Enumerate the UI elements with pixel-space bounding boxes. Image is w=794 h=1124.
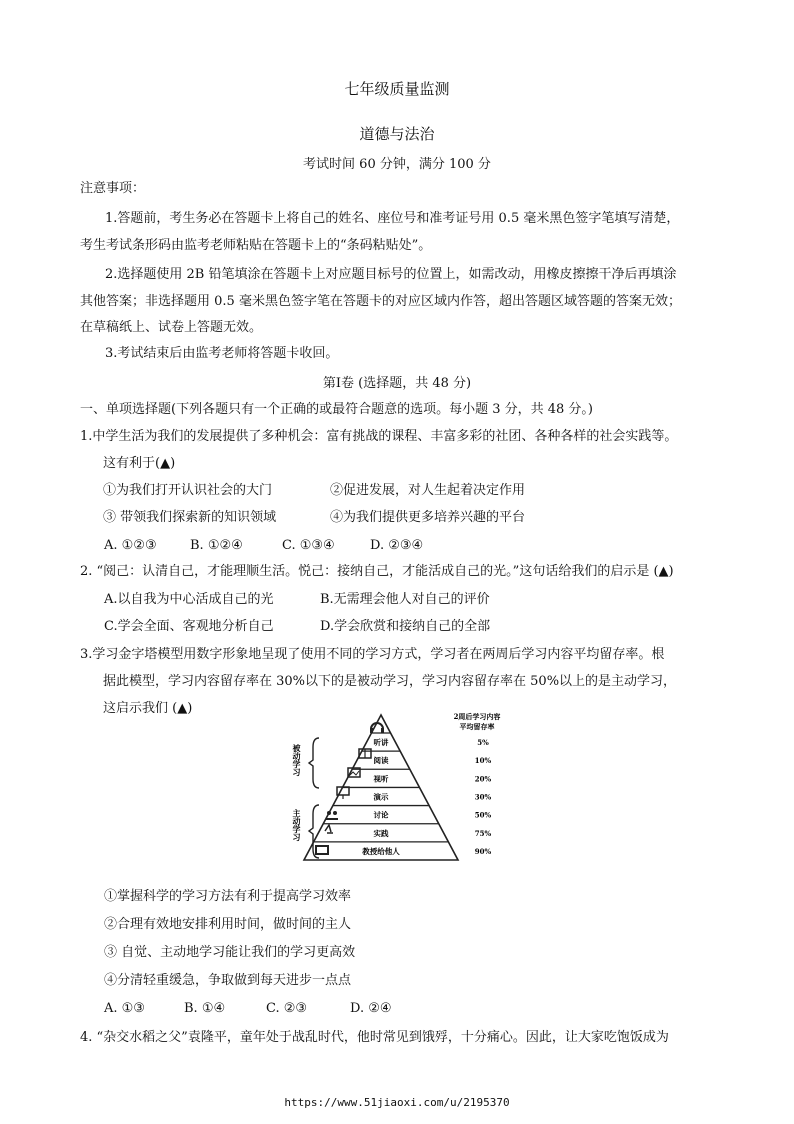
q1-statement-1: ①为我们打开认识社会的大门 <box>103 483 273 498</box>
q1-statement-4: ④为我们提供更多培养兴趣的平台 <box>330 510 526 525</box>
pyramid-tier-value: 30% <box>474 792 492 802</box>
group-label-active: 主动学习 <box>292 809 302 841</box>
pyramid-tier-label: 讨论 <box>373 810 389 820</box>
pyramid-tier-label: 教授给他人 <box>362 846 400 856</box>
q2-option-b: B.无需理会他人对自己的评价 <box>320 592 490 607</box>
q1-option-b: B. ①②④ <box>190 538 243 553</box>
teaching-icon <box>315 845 329 855</box>
q3-option-c: C. ②③ <box>266 1001 308 1016</box>
q3-option-a: A. ①③ <box>104 1001 145 1016</box>
q4-stem-line-1: 4. “杂交水稻之父”袁隆平，童年处于战乱时代，他时常见到饿殍，十分痛心。因此，让大家吃饱饭成为 <box>80 1030 669 1045</box>
exam-time-info: 考试时间 60 分钟，满分 100 分 <box>303 157 491 172</box>
notice-item-2-line-1: 2.选择题使用 2B 铅笔填涂在答题卡上对应题目标号的位置上，如需改动，用橡皮擦擦干净后再填涂 <box>105 267 677 282</box>
q3-statement-2: ②合理有效地安排利用时间，做时间的主人 <box>104 917 352 932</box>
section-instruction: 一、单项选择题(下列各题只有一个正确的或最符合题意的选项。每小题 3 分，共 48 分。) <box>80 402 593 417</box>
pyramid-tier-value: 50% <box>474 810 492 820</box>
q3-option-d: D. ②④ <box>350 1001 392 1016</box>
pyramid-tier-label: 视听 <box>373 774 389 784</box>
q1-option-d: D. ②③④ <box>370 538 424 553</box>
q3-statement-1: ①掌握科学的学习方法有利于提高学习效率 <box>104 889 352 904</box>
q1-stem-line-1: 1.中学生活为我们的发展提供了多种机会：富有挑战的课程、丰富多彩的社团、各种各样的社会实践等。 <box>80 429 678 444</box>
notice-item-1-line-2: 考生考试条形码由监考老师粘贴在答题卡上的“条码粘贴处”。 <box>80 238 432 253</box>
q1-option-c: C. ①③④ <box>282 538 335 553</box>
pyramid-tier-value: 90% <box>474 846 492 856</box>
q3-stem-line-3: 这启示我们 (▲) <box>103 701 193 716</box>
q2-stem: 2. “阅己：认清自己，才能理顺生活。悦己：接纳自己，才能活成自己的光。”这句话给我们的启示是 (▲) <box>80 564 674 579</box>
pyramid-tier-value: 20% <box>474 774 492 784</box>
pyramid-header-line-2: 平均留存率 <box>459 722 495 731</box>
section-title: 第Ⅰ卷 (选择题，共 48 分) <box>322 376 472 391</box>
q2-option-c: C.学会全面、客观地分析自己 <box>104 619 274 634</box>
q3-option-b: B. ①④ <box>184 1001 226 1016</box>
pyramid-tier-label: 阅读 <box>373 756 389 766</box>
notice-item-3: 3.考试结束后由监考老师将答题卡收回。 <box>105 346 339 361</box>
notice-item-1-line-1: 1.答题前，考生务必在答题卡上将自己的姓名、座位号和准考证号用 0.5 毫米黑色签字笔填写清楚， <box>105 211 680 226</box>
practice-icon <box>325 825 333 833</box>
q3-statement-3: ③ 自觉、主动地学习能让我们的学习更高效 <box>104 945 356 960</box>
pyramid-header-line-1: 2周后学习内容 <box>453 712 501 721</box>
q3-statement-4: ④分清轻重缓急，争取做到每天进步一点点 <box>104 973 352 988</box>
q2-option-a: A.以自我为中心活成自己的光 <box>104 592 274 607</box>
group-label-passive: 被动学习 <box>292 744 302 776</box>
q1-option-a: A. ①②③ <box>104 538 157 553</box>
q1-statement-2: ②促进发展，对人生起着决定作用 <box>330 483 526 498</box>
subject-title: 道德与法治 <box>359 125 435 143</box>
q2-option-d: D.学会欣赏和接纳自己的全部 <box>320 619 491 634</box>
notice-item-2-line-3: 在草稿纸上、试卷上答题无效。 <box>80 320 263 335</box>
footer-url: https://www.51jiaoxi.com/u/2195370 <box>284 1096 510 1109</box>
q1-statement-3: ③ 带领我们探索新的知识领域 <box>103 510 277 525</box>
q3-stem-line-2: 据此模型，学习内容留存率在 30%以下的是被动学习，学习内容留存率在 50%以上的是主动学习， <box>103 674 677 689</box>
pyramid-tier-label: 听讲 <box>373 738 389 748</box>
pyramid-tier-value: 5% <box>477 738 489 748</box>
pyramid-tier-value: 75% <box>474 828 492 838</box>
notice-title: 注意事项： <box>80 181 146 196</box>
q1-stem-line-2: 这有利于(▲) <box>103 456 176 471</box>
q3-stem-line-1: 3.学习金字塔模型用数字形象地呈现了使用不同的学习方式，学习者在两周后学习内容平均留存率。根 <box>80 647 665 662</box>
notice-item-2-line-2: 其他答案；非选择题用 0.5 毫米黑色签字笔在答题卡的对应区域内作答，超出答题区域答题的答案无效； <box>80 294 681 309</box>
pyramid-tier-label: 实践 <box>373 828 389 838</box>
passive-brace <box>309 738 319 788</box>
pyramid-tier-value: 10% <box>474 756 492 766</box>
exam-title: 七年级质量监测 <box>344 80 450 98</box>
learning-pyramid-figure <box>285 707 510 869</box>
pyramid-tier-label: 演示 <box>373 792 389 802</box>
